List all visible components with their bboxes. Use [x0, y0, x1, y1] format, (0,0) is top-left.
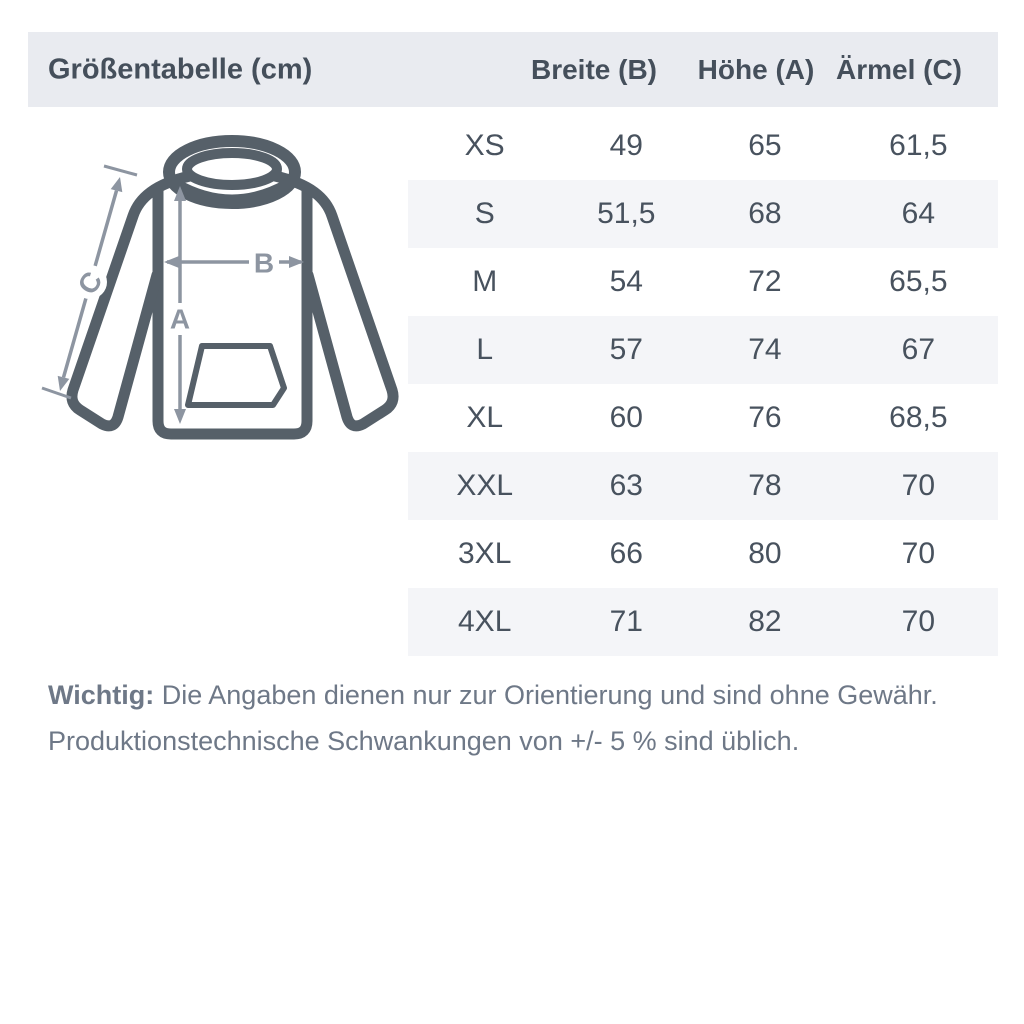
hoehe-cell: 78: [748, 469, 782, 502]
hoehe-cell: 65: [748, 129, 782, 162]
table-row: [408, 316, 998, 384]
table-row: [408, 384, 998, 452]
aermel-cell: 70: [901, 605, 936, 638]
size-table: [408, 112, 998, 656]
hood-inner: [187, 153, 277, 185]
arrow-c-head-top: [111, 177, 123, 192]
hoehe-cell: 68: [748, 197, 782, 230]
hoehe-cell: 74: [748, 333, 782, 366]
hoehe-cell: 76: [748, 401, 782, 434]
breite-cell: 60: [609, 401, 643, 434]
dimension-label-b: B: [253, 247, 275, 279]
aermel-cell: 68,5: [889, 401, 948, 434]
column-header-aermel: Ärmel (C): [835, 53, 963, 85]
size-cell: XS: [464, 129, 505, 162]
hoodie-left-sleeve: [72, 176, 190, 426]
hoodie-illustration: [40, 120, 420, 450]
table-row: [408, 180, 998, 248]
aermel-cell: 67: [901, 333, 936, 366]
size-cell: XXL: [456, 469, 514, 502]
breite-cell: 51,5: [597, 197, 656, 230]
size-cell: 4XL: [458, 605, 512, 638]
size-cell: L: [476, 333, 494, 366]
table-row: [408, 452, 998, 520]
arrow-c-head-bottom: [58, 376, 70, 391]
breite-cell: 49: [609, 129, 643, 162]
page-title: Größentabelle (cm): [48, 53, 313, 85]
dimension-label-c: C: [71, 266, 109, 300]
breite-cell: 63: [609, 469, 643, 502]
hoodie-right-sleeve: [275, 176, 393, 426]
size-cell: XL: [466, 401, 504, 434]
aermel-cell: 70: [901, 537, 936, 570]
arrow-c-tick-bottom: [42, 388, 71, 398]
hoehe-cell: 72: [748, 265, 782, 298]
disclaimer-line-1: [48, 672, 968, 718]
disclaimer-line-2: [48, 718, 968, 764]
hoodie-pocket: [188, 346, 284, 405]
hoehe-cell: 80: [748, 537, 782, 570]
table-row: [408, 112, 998, 180]
column-header-hoehe: Höhe (A): [697, 53, 815, 85]
disclaimer-text-1: Die Angaben dienen nur zur Orientierung und sind ohne Gewähr.: [161, 680, 938, 710]
table-row: [408, 520, 998, 588]
disclaimer-bold-prefix: Wichtig:: [48, 680, 155, 710]
size-cell: S: [474, 197, 495, 230]
dimension-label-a: A: [169, 303, 191, 335]
table-row: [408, 248, 998, 316]
breite-cell: 66: [609, 537, 643, 570]
disclaimer-text-2: Produktionstechnische Schwankungen von +/- 5 % sind üblich.: [48, 726, 800, 756]
size-cell: 3XL: [458, 537, 512, 570]
aermel-cell: 65,5: [889, 265, 948, 298]
arrow-c-tick-top: [104, 166, 137, 175]
hoehe-cell: 82: [748, 605, 782, 638]
hoodie-diagram: [40, 120, 420, 450]
column-header-breite: Breite (B): [530, 53, 658, 85]
disclaimer-note: [48, 672, 968, 764]
size-cell: M: [472, 265, 498, 298]
aermel-cell: 70: [901, 469, 936, 502]
breite-cell: 54: [609, 265, 643, 298]
table-row: [408, 588, 998, 656]
arrow-a-head-bottom: [174, 409, 186, 424]
arrow-b-head-left: [164, 256, 179, 268]
aermel-cell: 61,5: [889, 129, 948, 162]
breite-cell: 57: [609, 333, 643, 366]
breite-cell: 71: [609, 605, 643, 638]
aermel-cell: 64: [901, 197, 936, 230]
size-chart-header: [28, 32, 998, 107]
